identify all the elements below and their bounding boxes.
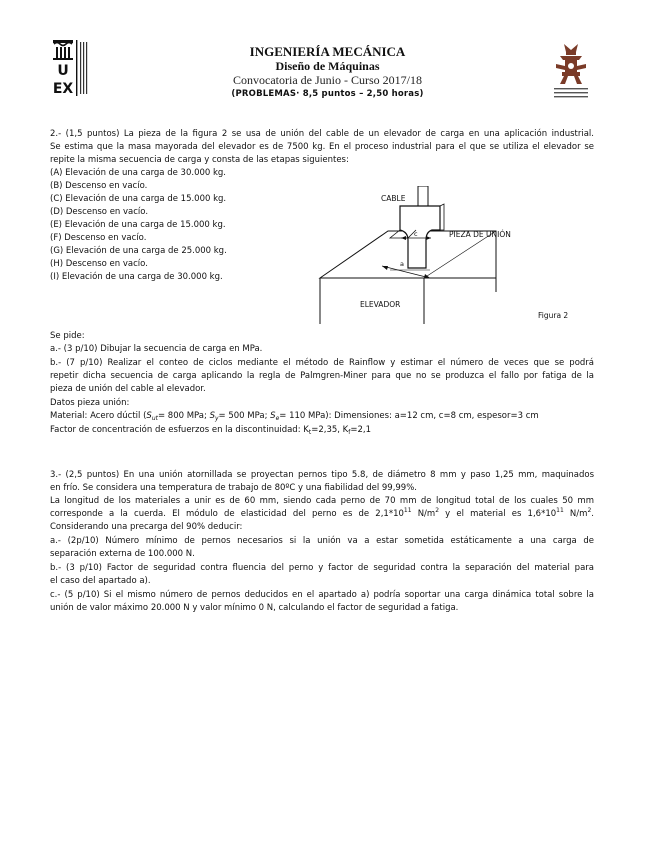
load-stage-item: (F) Descenso en vacío. — [50, 233, 147, 243]
problem2-item-a: a.- (3 p/10) Dibujar la secuencia de carga en MPa. — [50, 344, 263, 354]
course-title: INGENIERÍA MECÁNICA — [249, 44, 406, 59]
problems-points-time: (PROBLEMAS· 8,5 puntos – 2,50 horas) — [231, 89, 424, 99]
problem2-intro-line: Se estima que la masa mayorada del elevador es de 7500 kg. En el proceso industrial para el que se utiliza el elevador se — [50, 142, 594, 152]
problem3-item-c-line: unión de valor máximo 20.000 N y valor mínimo 0 N, calculando el factor de seguridad a fatiga. — [50, 603, 459, 613]
joint-data-label: Datos pieza unión: — [50, 398, 130, 408]
load-stage-item: (I) Elevación de una carga de 30.000 kg. — [50, 272, 223, 282]
load-stage-item: (G) Elevación de una carga de 25.000 kg. — [50, 246, 227, 256]
elastic-modulus-line: corresponde a la cuerda. El módulo de elasticidad del perno es de $2,1*10^{11}$ $N/m^2$ y el material es $1,6*10^{11}$ $N/m^2$. — [50, 507, 594, 519]
problem2-intro-line: repite la misma secuencia de carga y consta de las etapas siguientes: — [50, 155, 349, 165]
figure-caption: Figura 2 — [538, 311, 569, 320]
cable-label: CABLE — [381, 194, 406, 203]
logo-letters-ex: EX — [52, 81, 74, 97]
load-stage-item: (C) Elevación de una carga de 15.000 kg. — [50, 194, 227, 204]
load-stage-item: (D) Descenso en vacío. — [50, 207, 149, 217]
joint-drawing — [318, 186, 588, 326]
joint-piece-label: PIEZA DE UNIÓN — [449, 230, 511, 239]
logo-letter-u: U — [57, 63, 69, 79]
preload-line: Considerando una precarga del 90% deducir: — [50, 522, 243, 532]
load-stage-item: (H) Descenso en vacío. — [50, 259, 148, 269]
load-stage-item: (A) Elevación de una carga de 30.000 kg. — [50, 168, 227, 178]
stress-concentration-factors: Factor de concentración de esfuerzos en la discontinuidad: $K_t=2,35$, $K_f=2,1$ — [50, 425, 372, 436]
problem2-item-b-line: b.- (7 p/10) Realizar el conteo de ciclos mediante el método de Rainflow y estimar el número de veces que se podrá — [50, 358, 594, 368]
elevator-label: ELEVADOR — [360, 300, 401, 309]
problem3-item-a-line: a.- (2p/10) Número mínimo de pernos necesarios si la unión va a estar sometida estáticamente a una carga de — [50, 536, 594, 546]
material-properties: Material: Acero dúctil ($S_{ut}= 800$ MPa; $S_y= 500$ MPa; $S_e= 110$ MPa): Dimensiones: a=12 cm, c=8 cm, espesor=3 cm — [50, 411, 539, 422]
asks-label: Se pide: — [50, 331, 85, 341]
problem2-item-b-line: repetir dicha secuencia de carga aplicando la regla de Palmgren-Miner para que no se produzca el fallo por fatiga de la — [50, 371, 594, 381]
subject-title: Diseño de Máquinas — [275, 59, 380, 73]
problem2-intro-line: 2.- (1,5 puntos) La pieza de la figura 2 se usa de unión del cable de un elevador de carga en una aplicación industrial. — [50, 129, 594, 139]
dimension-a-label: a — [400, 260, 404, 268]
problem2-item-b-line: pieza de unión del cable al elevador. — [50, 384, 206, 394]
load-stage-item: (B) Descenso en vacío. — [50, 181, 148, 191]
figure-2-diagram — [318, 186, 588, 326]
dimension-c-label: c — [414, 230, 418, 238]
problem3-item-b-line: el caso del apartado a). — [50, 576, 151, 586]
exam-session: Convocatoria de Junio - Curso 2017/18 — [233, 73, 422, 87]
problem3-item-a-line: separación externa de 100.000 N. — [50, 549, 195, 559]
problem3-item-b-line: b.- (3 p/10) Factor de seguridad contra fluencia del perno y factor de seguridad contra la separación del material para — [50, 563, 594, 573]
problem3-item-c-line: c.- (5 p/10) Si el mismo número de pernos deducidos en el apartado a) podría soportar una carga dinámica total sobre la — [50, 590, 594, 600]
problem3-intro-line: en frío. Se considera una temperatura de trabajo de 80ºC y una fiabilidad del 99,99%. — [50, 483, 417, 493]
load-stage-item: (E) Elevación de una carga de 15.000 kg. — [50, 220, 226, 230]
problem3-intro-line: 3.- (2,5 puntos) En una unión atornillada se proyectan pernos tipo 5.8, de diámetro 8 mm y paso 1,25 mm, maquinados — [50, 470, 594, 480]
problem3-intro-line: La longitud de los materiales a unir es de 60 mm, siendo cada perno de 70 mm de longitud total de los cuales 50 mm — [50, 496, 594, 506]
